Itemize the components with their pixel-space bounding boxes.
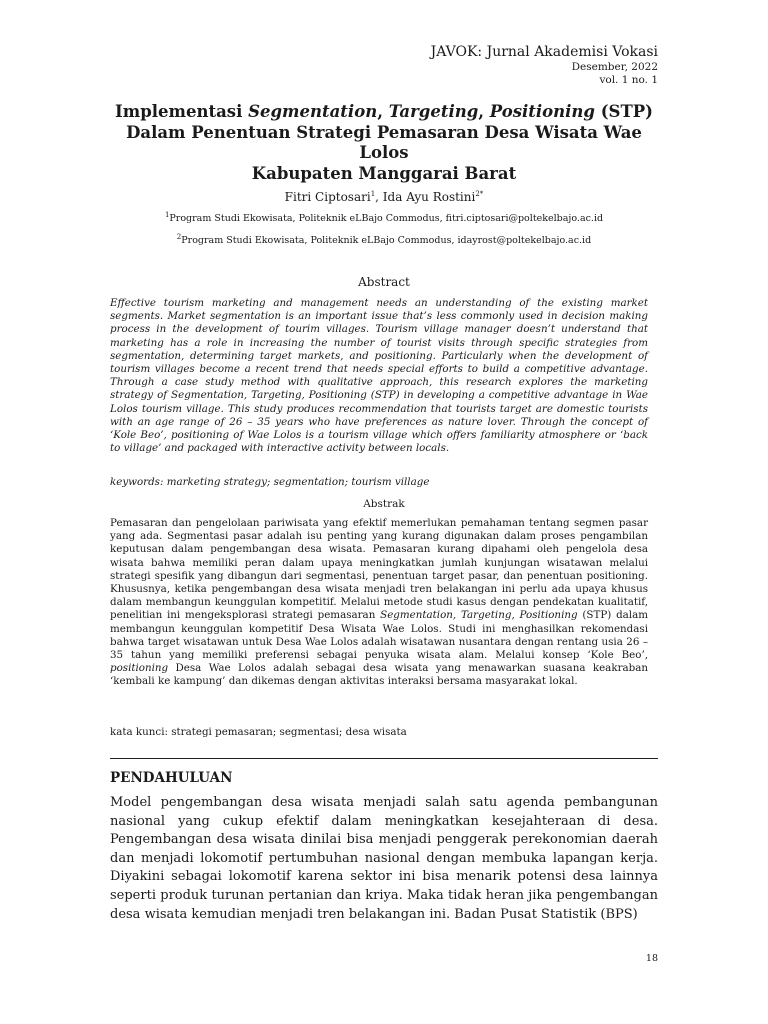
volume-number: vol. 1 no. 1 (599, 74, 658, 86)
section-body: Model pengembangan desa wisata menjadi salah satu agenda pembangunan nasional yang cukup efektif dalam meningkatkan kesejahteraan di desa. Pengembangan desa wisata dinilai bisa menjadi penggerak perekonomian daerah dan menjadi lokomotif pertumbuhan nasional dengan membuka lapangan kerja. Diyakini sebagai lokomotif karena sektor ini bisa menarik potensi desa lainnya seperti produk turunan pertanian dan kriya. Maka tidak heran jika pengembangan desa wisata kemudian menjadi tren belakangan ini. Badan Pusat Statistik (BPS) (110, 795, 658, 922)
abstract-heading: Abstract (358, 275, 410, 289)
affiliation-2 (100, 234, 668, 247)
section-divider (110, 758, 658, 759)
abstrak-text (110, 517, 648, 689)
title-segmentation: Segmentation (248, 102, 378, 121)
abstrak-heading: Abstrak (363, 498, 405, 510)
journal-name: JAVOK: Jurnal Akademisi Vokasi (430, 44, 658, 60)
author-affil-mark: 1 (370, 190, 376, 198)
title-stp: (STP) (594, 102, 653, 121)
title-targeting: Targeting (388, 102, 479, 121)
author-separator: , (375, 190, 383, 204)
abstrak-italic: Segmentation, Targeting, Positioning (380, 609, 578, 622)
abstrak-keywords: kata kunci: strategi pemasaran; segmentasi; desa wisata (110, 726, 407, 738)
title-prefix: Implementasi (115, 102, 249, 121)
author-affil-mark: 2* (475, 190, 484, 198)
affil-mark: 1 (164, 210, 170, 219)
abstrak-part: (STP) dalam membangun keunggulan kompetitif Desa Wisata Wae Lolos. Studi ini menghasilkan rekomendasi bahwa target wisatawan untuk Desa Wae Lolos adalah wisatawan nusantara dengan rentang usia 26 – 35 tahun yang memiliki preferensi sebagai penyuka wisata alam. Melalui konsep ‘Kole Beo’, (110, 609, 648, 662)
journal-header (431, 44, 658, 87)
affil-text: Program Studi Ekowisata, Politeknik eLBajo Commodus, idayrost@poltekelbajo.ac.id (181, 235, 592, 246)
affil-text: Program Studi Ekowisata, Politeknik eLBajo Commodus, fitri.ciptosari@poltekelbajo.ac.id (169, 213, 604, 224)
abstrak-part: Pemasaran dan pengelolaan pariwisata yang efektif memerlukan pemahaman tentang segmen pasar yang ada. Segmentasi pasar adalah isu penting yang kurang digunakan dalam proses pengambilan keputusan dalam pengembangan desa wisata. Pemasaran kurang dipahami oleh pengelola desa wisata bahwa memiliki peran dalam upaya meningkatkan jumlah kunjungan wisatawan melalui strategi spesifik yang dibangun dari segmentasi, penentuan target pasar, dan penentuan positioning. Khususnya, ketika pengembangan desa wisata menjadi tren belakangan ini perlu ada upaya khusus dalam membangun keunggulan kompetitif. Melalui metode studi kasus dengan pendekatan kualitatif, penelitian ini mengeksplorasi strategi pemasaran (110, 517, 648, 622)
abstract-text: Effective tourism marketing and management needs an understanding of the existing market segments. Market segmentation is an important issue that’s less commonly used in decision making process in the development of tourim villages. Tourism village manager doesn’t understand that marketing has a role in increasing the number of tourist visits through specific strategies from segmentation, determining target markets, and positioning. Particularly when the development of tourism villages become a recent trend that needs special efforts to build a competitive advantage. Through a case study method with qualitative approach, this research explores the marketing strategy of Segmentation, Targeting, Positioning (STP) in developing a competitive advantage in Wae Lolos tourism village. This study produces recommendation that tourists target are domestic tourists with an age range of 26 – 35 years who have preferences as nature lover. Through the concept of ‘Kole Beo’, positioning of Wae Lolos is a tourism village which offers familiarity atmosphere or ‘back to village’ and packaged with interactive activity between locals. (110, 297, 648, 455)
paper-title (100, 102, 668, 184)
title-comma: , (377, 102, 389, 121)
affiliation-1 (100, 212, 668, 225)
affil-mark: 2 (176, 232, 182, 241)
abstract-keywords: keywords: marketing strategy; segmentation; tourism village (110, 476, 430, 488)
title-line-2: Dalam Penentuan Strategi Pemasaran Desa Wisata Wae Lolos (126, 122, 642, 162)
abstrak-part: Desa Wae Lolos adalah sebagai desa wisata yang menawarkan suasana keakraban ‘kembali ke kampung’ dan dikemas dengan aktivitas interaksi bersama masyarakat lokal. (110, 662, 648, 688)
page-number: 18 (645, 953, 658, 964)
author-name: Fitri Ciptosari (284, 190, 371, 204)
title-comma: , (478, 102, 490, 121)
title-line-1 (100, 102, 668, 123)
author-list (100, 190, 668, 205)
title-positioning: Positioning (489, 102, 595, 121)
title-line-3: Kabupaten Manggarai Barat (251, 163, 517, 183)
section-heading: PENDAHULUAN (110, 770, 233, 786)
abstrak-italic: positioning (110, 662, 169, 675)
issue-date: Desember, 2022 (571, 61, 658, 73)
author-name: Ida Ayu Rostini (382, 190, 476, 204)
